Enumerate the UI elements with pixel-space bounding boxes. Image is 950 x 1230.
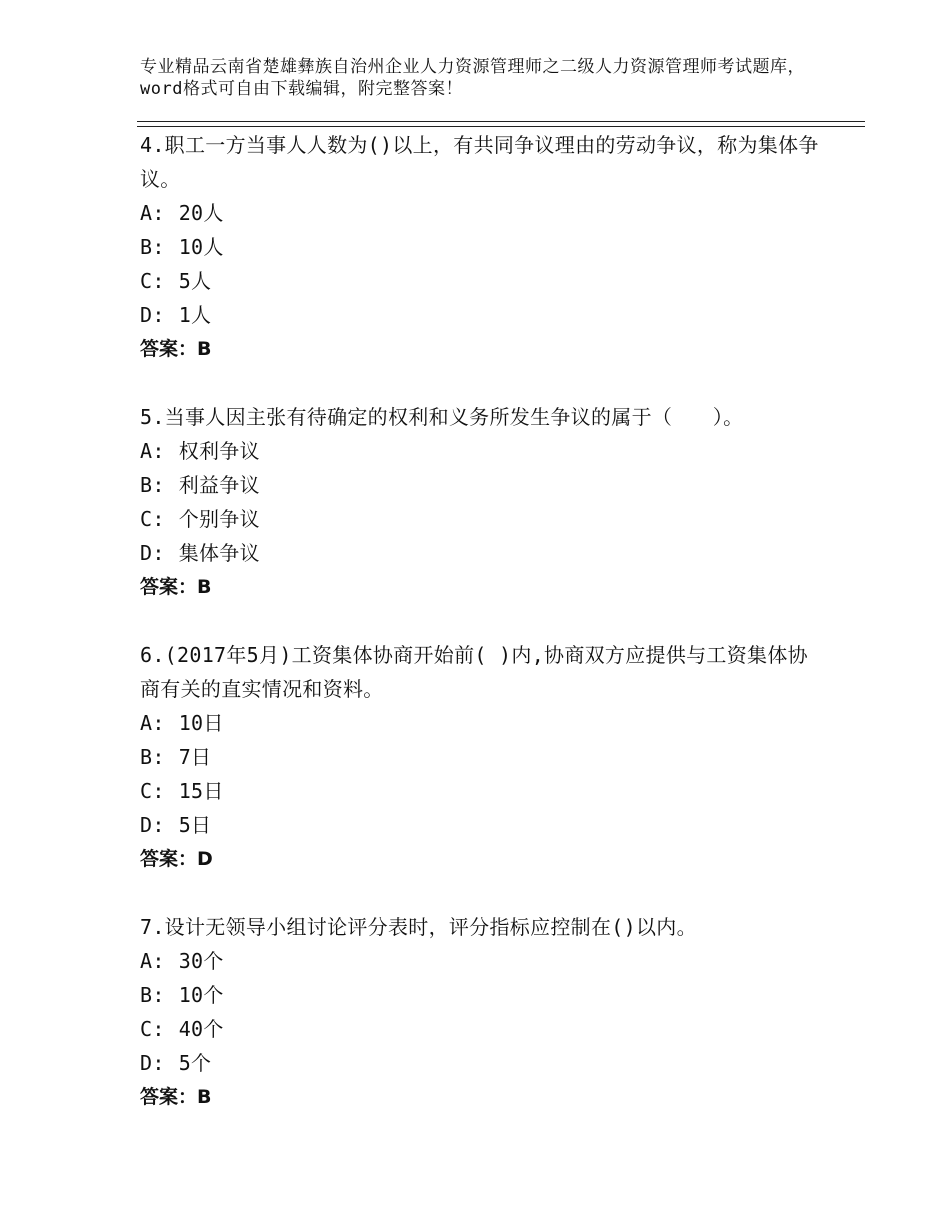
option-text: 15日: [178, 779, 224, 803]
option-c: [140, 774, 820, 808]
option-d: [140, 1046, 820, 1080]
option-letter: D:: [140, 813, 165, 837]
question-7: [140, 910, 820, 1114]
option-letter: C:: [140, 507, 165, 531]
option-text: 30个: [178, 949, 224, 973]
option-letter: A:: [140, 711, 165, 735]
option-letter: B:: [140, 983, 165, 1007]
option-letter: A:: [140, 949, 165, 973]
answer-line: 答案：B: [140, 338, 212, 360]
answer-line: 答案：B: [140, 1086, 212, 1108]
option-text: 20人: [178, 201, 224, 225]
option-a: [140, 706, 820, 740]
option-letter: D:: [140, 303, 165, 327]
option-letter: A:: [140, 201, 165, 225]
option-letter: A:: [140, 439, 165, 463]
option-letter: D:: [140, 1051, 165, 1075]
option-b: [140, 230, 820, 264]
question-4: [140, 128, 820, 366]
option-text: 5个: [178, 1051, 212, 1075]
option-a: [140, 434, 820, 468]
option-text: 1人: [178, 303, 212, 327]
option-text: 10人: [178, 235, 224, 259]
option-letter: B:: [140, 473, 165, 497]
header-rule-bottom: [137, 126, 865, 127]
header-rule-top: [137, 121, 865, 122]
question-stem: 4.职工一方当事人人数为()以上，有共同争议理由的劳动争议，称为集体争议。: [140, 133, 819, 191]
option-text: 个别争议: [178, 507, 260, 531]
option-a: [140, 196, 820, 230]
question-5: [140, 400, 820, 604]
option-text: 利益争议: [178, 473, 260, 497]
option-b: [140, 468, 820, 502]
question-6: [140, 638, 820, 876]
option-text: 10日: [178, 711, 224, 735]
option-d: [140, 536, 820, 570]
option-letter: C:: [140, 1017, 165, 1041]
question-stem: 6.(2017年5月)工资集体协商开始前( )内,协商双方应提供与工资集体协商有关的直实情况和资料。: [140, 643, 808, 701]
question-stem: 7.设计无领导小组讨论评分表时，评分指标应控制在()以内。: [140, 915, 697, 939]
option-text: 5人: [178, 269, 212, 293]
option-letter: B:: [140, 235, 165, 259]
option-text: 集体争议: [178, 541, 260, 565]
question-stem: 5.当事人因主张有待确定的权利和义务所发生争议的属于（ ）。: [140, 405, 744, 429]
option-c: [140, 502, 820, 536]
option-a: [140, 944, 820, 978]
question-list: [140, 128, 820, 1148]
option-b: [140, 978, 820, 1012]
option-text: 40个: [178, 1017, 224, 1041]
option-letter: C:: [140, 269, 165, 293]
option-c: [140, 264, 820, 298]
option-letter: B:: [140, 745, 165, 769]
document-header-title: 专业精品云南省楚雄彝族自治州企业人力资源管理师之二级人力资源管理师考试题库，word格式可自由下载编辑，附完整答案！: [140, 57, 805, 99]
answer-line: 答案：B: [140, 576, 212, 598]
answer-line: 答案：D: [140, 848, 213, 870]
option-b: [140, 740, 820, 774]
option-text: 7日: [178, 745, 212, 769]
option-letter: D:: [140, 541, 165, 565]
option-d: [140, 298, 820, 332]
option-d: [140, 808, 820, 842]
option-text: 权利争议: [178, 439, 260, 463]
option-text: 10个: [178, 983, 224, 1007]
option-letter: C:: [140, 779, 165, 803]
option-text: 5日: [178, 813, 212, 837]
option-c: [140, 1012, 820, 1046]
